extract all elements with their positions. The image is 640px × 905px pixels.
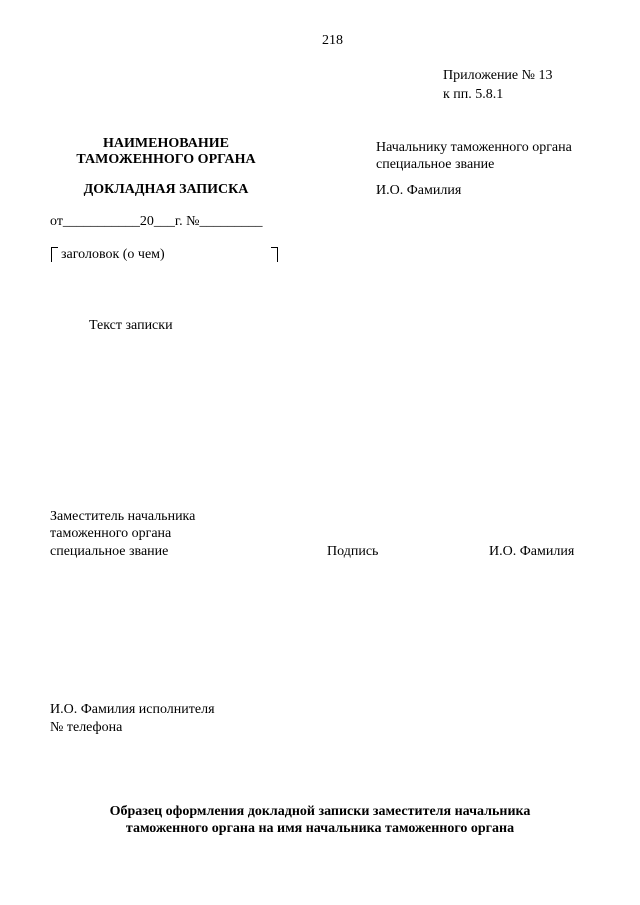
document-type: ДОКЛАДНАЯ ЗАПИСКА xyxy=(83,182,249,197)
heading-placeholder: заголовок (о чем) xyxy=(61,247,165,262)
signature-label: Подпись xyxy=(327,544,379,559)
heading-bracket-right xyxy=(271,247,278,262)
executor-name: И.О. Фамилия исполнителя xyxy=(50,702,215,717)
signer-line-2: таможенного органа xyxy=(50,526,172,541)
appendix-line-1: Приложение № 13 xyxy=(443,68,553,83)
caption-line-1: Образец оформления докладной записки заместителя начальника xyxy=(109,804,531,819)
appendix-line-2: к пп. 5.8.1 xyxy=(443,87,504,102)
heading-bracket-left xyxy=(51,247,58,262)
addressee-line-3: И.О. Фамилия xyxy=(376,183,462,198)
signer-line-1: Заместитель начальника xyxy=(50,509,196,524)
executor-phone: № телефона xyxy=(50,720,123,735)
addressee-line-1: Начальнику таможенного органа xyxy=(376,140,572,155)
body-text: Текст записки xyxy=(89,318,173,333)
org-name-line-1: НАИМЕНОВАНИЕ xyxy=(103,136,229,151)
date-number-line: от___________20___г. №_________ xyxy=(50,214,263,229)
signer-name: И.О. Фамилия xyxy=(489,544,575,559)
caption-line-2: таможенного органа на имя начальника таможенного органа xyxy=(125,821,515,836)
signer-line-3: специальное звание xyxy=(50,544,169,559)
org-name-line-2: ТАМОЖЕННОГО ОРГАНА xyxy=(76,152,256,167)
addressee-line-2: специальное звание xyxy=(376,157,495,172)
page-number: 218 xyxy=(322,33,343,48)
